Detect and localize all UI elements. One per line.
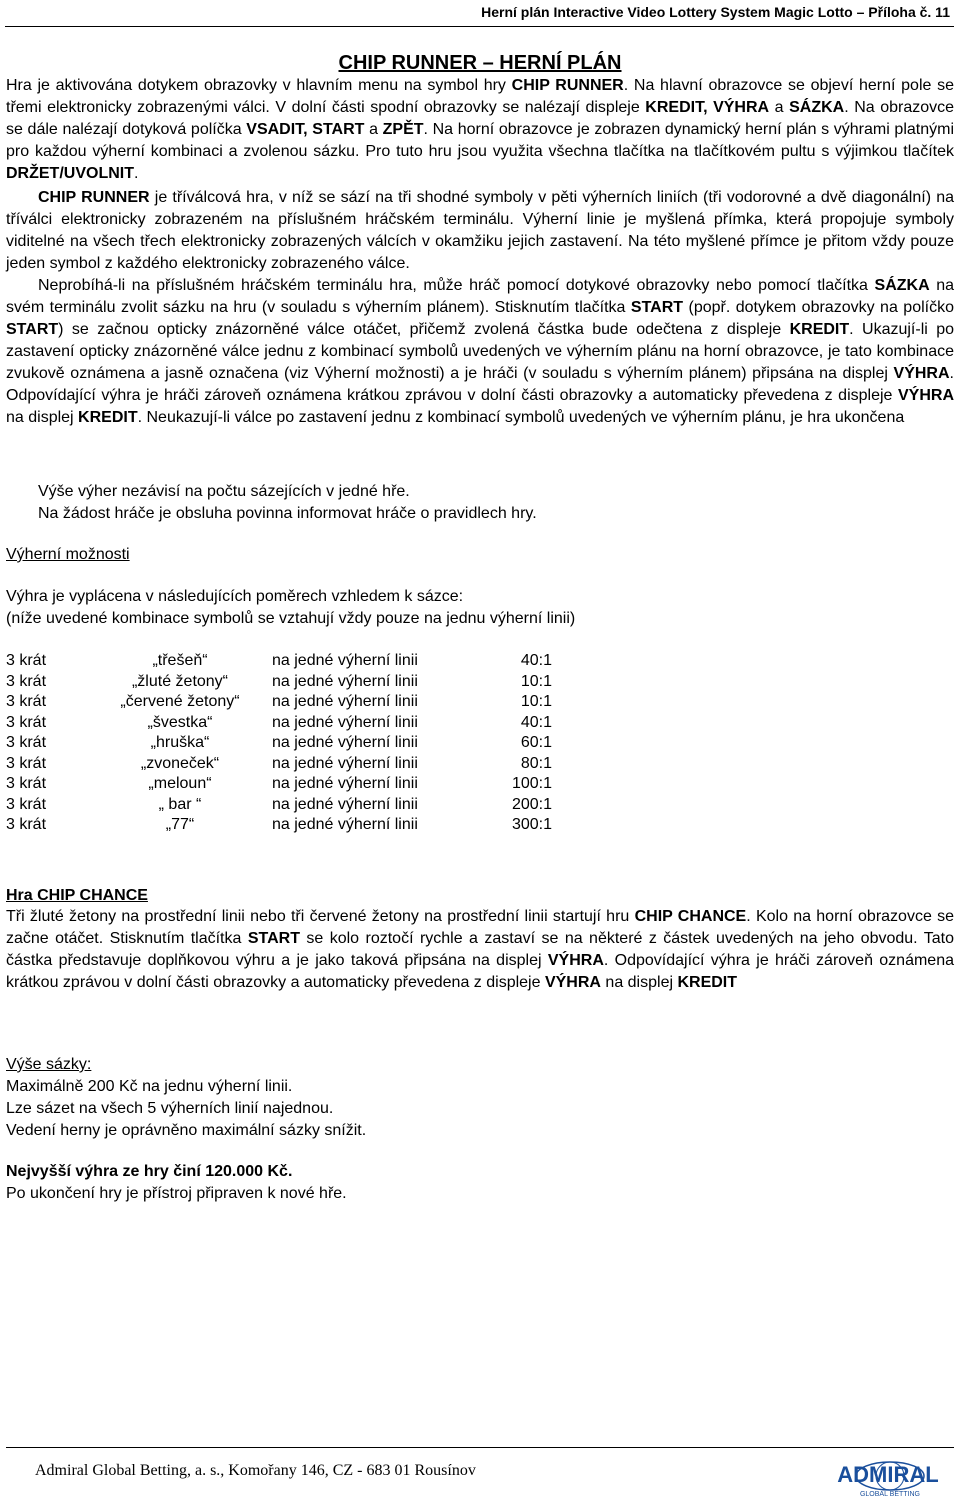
bet-line: Vedení herny je oprávněno maximální sázky snížit. [6,1122,367,1139]
paytable-qty: 3 krát [6,672,47,690]
paytable-row [6,815,552,836]
paytable-odds: 10:1 [520,672,552,690]
paytable-odds: 200:1 [511,795,552,813]
paytable-line: na jedné výherní linii [272,734,418,751]
paytable-odds: 40:1 [520,713,552,731]
chip-chance-description: Tři žluté žetony na prostřední linii nebo tři červené žetony na prostřední linii startují hru CHIP CHANCE. Kolo na horní obrazovce se začne otáčet. Stisknutím tlačítka START se kolo roztočí rychle a zastaví se na některé z částek uvedených na jeho obvodu. Tato částka představuje doplňkovou výhru a je jako taková připsána na displej VÝHRA. Odpovídající výhra je hráči zároveň oznámena krátkou zprávou v dolní části obrazovky a automaticky převedena z displeje VÝHRA na displej KREDIT [6,908,955,991]
paytable-row [6,651,552,672]
paytable-line: na jedné výherní linii [272,816,418,833]
bet-heading: Výše sázky: [6,1056,92,1073]
paytable-symbol: „zvoneček“ [140,754,220,772]
paytable-symbol: „hruška“ [150,734,210,751]
paytable-row [6,774,552,795]
paytable-symbol: „červené žetony“ [120,693,240,710]
paytable-heading: Výherní možnosti [6,546,130,563]
paytable-row [6,754,552,775]
paytable-line: na jedné výherní linii [272,693,418,710]
paytable-odds: 80:1 [520,754,552,772]
bet-line: Lze sázet na všech 5 výherních linií najednou. [6,1100,334,1117]
paytable-odds: 40:1 [520,652,552,669]
footer-divider [6,1447,954,1448]
paytable-odds: 100:1 [511,775,552,792]
paytable-line: na jedné výherní linii [272,713,418,731]
paytable-row [6,672,552,693]
paytable-line: na jedné výherní linii [272,754,418,772]
intro-paragraph: Hra je aktivována dotykem obrazovky v hlavním menu na symbol hry CHIP RUNNER. Na hlavní obrazovce se objeví herní pole se třemi elektronicky zobrazenými válci. V dolní části spodní obrazovky se nalézají displeje KREDIT, VÝHRA a SÁZKA. Na obrazovce se dále nalézají dotyková políčka VSADIT, START a ZPĚT. Na horní obrazovce je zobrazen dynamický herní plán s výhrami platnými pro každou výherní kombinaci a zvolenou sázku. Pro tuto hru jsou využita všechna tlačítka na tlačítkovém pultu s výjimkou tlačítek DRŽET/UVOLNIT. [6,77,955,182]
after-game-line: Po ukončení hry je přístroj připraven k nové hře. [6,1185,347,1202]
paytable-qty: 3 krát [6,795,47,813]
paytable-line: na jedné výherní linii [272,795,418,813]
paytable-odds: 300:1 [511,816,552,833]
logo-text: ADMIRAL [837,1462,939,1487]
paytable-line: na jedné výherní linii [272,672,418,690]
paytable-symbol: „77“ [165,816,195,833]
paytable-symbol: „švestka“ [147,713,213,731]
paytable-line: na jedné výherní linii [272,775,418,792]
paytable-symbol: „žluté žetony“ [131,672,229,690]
paytable-qty: 3 krát [6,652,47,669]
note-line: Na žádost hráče je obsluha povinna informovat hráče o pravidlech hry. [38,505,537,522]
paytable-row [6,692,552,713]
page-header: Herní plán Interactive Video Lottery System Magic Lotto – Příloha č. 11 [481,4,950,20]
paytable-qty: 3 krát [6,693,47,710]
paytable-row [6,733,552,754]
paytable-description: Výhra je vyplácena v následujících poměrech vzhledem k sázce: (níže uvedené kombinace symbolů se vztahují vždy pouze na jednu výherní linii) [6,588,576,627]
paytable-qty: 3 krát [6,775,47,792]
paytable-symbol: „ bar “ [158,795,202,813]
paytable-row [6,713,552,734]
note-line: Výše výher nezávisí na počtu sázejících v jedné hře. [38,483,410,500]
top-win-line: Nejvyšší výhra ze hry činí 120.000 Kč. [6,1163,293,1180]
top-win-section [6,1161,954,1205]
paytable-qty: 3 krát [6,816,47,833]
footer-address: Admiral Global Betting, a. s., Komořany 146, CZ - 683 01 Rousínov [35,1462,476,1479]
header-divider [5,26,954,27]
logo-subtext: GLOBAL BETTING [859,1491,921,1498]
game-description: CHIP RUNNER je tříválcová hra, v níž se sází na tři shodné symboly v pěti výherních liniích (tři vodorovné a dvě diagonální) na tříválci elektronicky zobrazeném na příslušném hráčském terminálu. Výherní linie je myšlená přímka, která propojuje symboly viditelné na všech třech elektronicky zobrazených válcích v okamžiku jejich zastavení. Na této myšlené přímce je přitom vždy pouze jeden symbol z každého elektronicky zobrazeného válce. Neprobíhá-li na příslušném hráčském terminálu hra, může hráč pomocí dotykové obrazovky nebo pomocí tlačítka SÁZKA na svém terminálu zvolit sázku na hru (v souladu s výherním plánem). Stisknutím tlačítka START (popř. dotykem obrazovky na políčko START) se začnou opticky znázorněné válce otáčet, přičemž zvolená částka bude odečtena z displeje KREDIT. Ukazují-li po zastavení opticky znázorněné válce jednu z kombinací symbolů uvedených ve výherním plánu na horní obrazovce, je tato kombinace zvukově oznámena a jasně označena (viz Výherní možnosti) a je hráči (v souladu s výherním plánem) připsána na displej VÝHRA. Odpovídající výhra je hráči zároveň oznámena krátkou zprávou v dolní části obrazovky a automaticky převedena z displeje VÝHRA na displej KREDIT. Neukazují-li válce po zastavení jednu z kombinací symbolů uvedených ve výherním plánu, je hra ukončena [6,189,955,426]
paytable-odds: 10:1 [520,693,552,710]
chip-chance-heading: Hra CHIP CHANCE [6,887,148,904]
notes [38,481,938,525]
paytable-qty: 3 krát [6,713,47,731]
paytable-odds: 60:1 [520,734,552,751]
paytable [6,651,552,836]
paytable-line: na jedné výherní linii [272,652,418,669]
bet-section [6,1054,954,1142]
document-title: CHIP RUNNER – HERNÍ PLÁN [338,52,622,74]
paytable-qty: 3 krát [6,754,47,772]
admiral-logo [818,1456,956,1502]
paytable-row [6,795,552,816]
paytable-symbol: „třešeň“ [152,652,208,669]
paytable-symbol: „meloun“ [148,775,212,792]
bet-line: Maximálně 200 Kč na jednu výherní linii. [6,1078,293,1095]
paytable-qty: 3 krát [6,734,47,751]
